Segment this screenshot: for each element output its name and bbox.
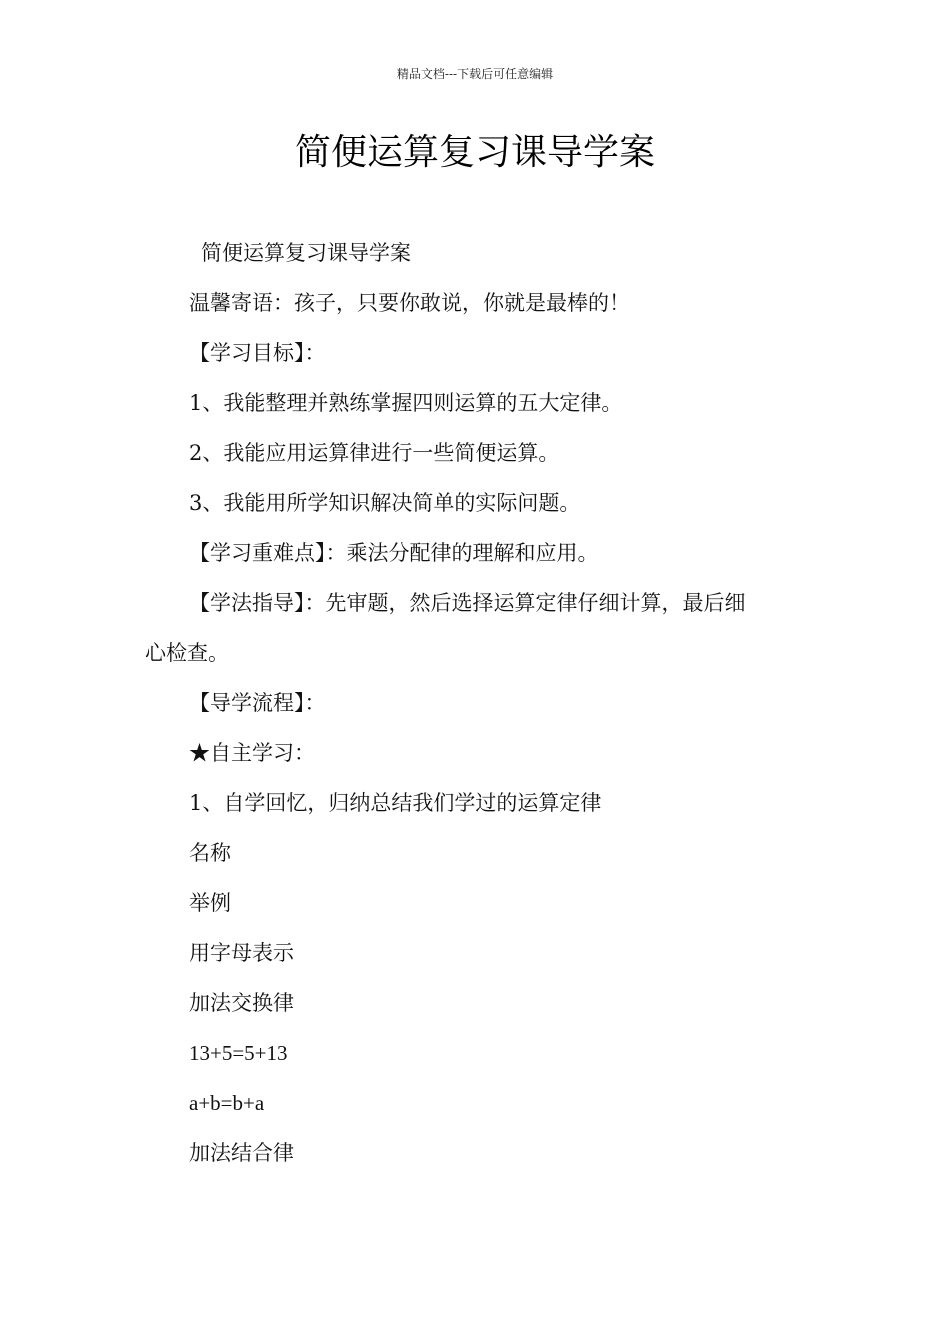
- method-guidance-line-2: 心检查。: [145, 641, 229, 665]
- column-name-label: 名称: [189, 841, 231, 865]
- objective-3: 3、我能用所学知识解决简单的实际问题。: [189, 491, 581, 515]
- law-1-example: 13+5=5+13: [189, 1041, 288, 1065]
- document-title: 简便运算复习课导学案: [294, 132, 655, 173]
- objective-2: 2、我能应用运算律进行一些简便运算。: [189, 441, 560, 465]
- document-body: [145, 228, 825, 1178]
- key-points: 【学习重难点】：乘法分配律的理解和应用。: [189, 541, 599, 565]
- process-heading: 【导学流程】：: [189, 691, 326, 715]
- law-2-name: 加法结合律: [189, 1141, 294, 1165]
- subtitle: 简便运算复习课导学案: [201, 241, 411, 265]
- greeting: 温馨寄语：孩子，只要你敢说，你就是最棒的！: [189, 291, 630, 315]
- header-note: 精品文档---下载后可任意编辑: [396, 67, 554, 81]
- objective-1: 1、我能整理并熟练掌握四则运算的五大定律。: [189, 391, 623, 415]
- law-1-letters: a+b=b+a: [189, 1091, 265, 1115]
- column-letters-label: 用字母表示: [189, 941, 294, 965]
- method-guidance-line-1: 【学法指导】：先审题，然后选择运算定律仔细计算，最后细: [189, 591, 746, 615]
- task-1: 1、自学回忆，归纳总结我们学过的运算定律: [189, 791, 602, 815]
- law-1-name: 加法交换律: [189, 991, 294, 1015]
- column-example-label: 举例: [189, 891, 231, 915]
- self-study-heading: ★自主学习：: [189, 741, 315, 765]
- objectives-heading: 【学习目标】：: [189, 341, 326, 365]
